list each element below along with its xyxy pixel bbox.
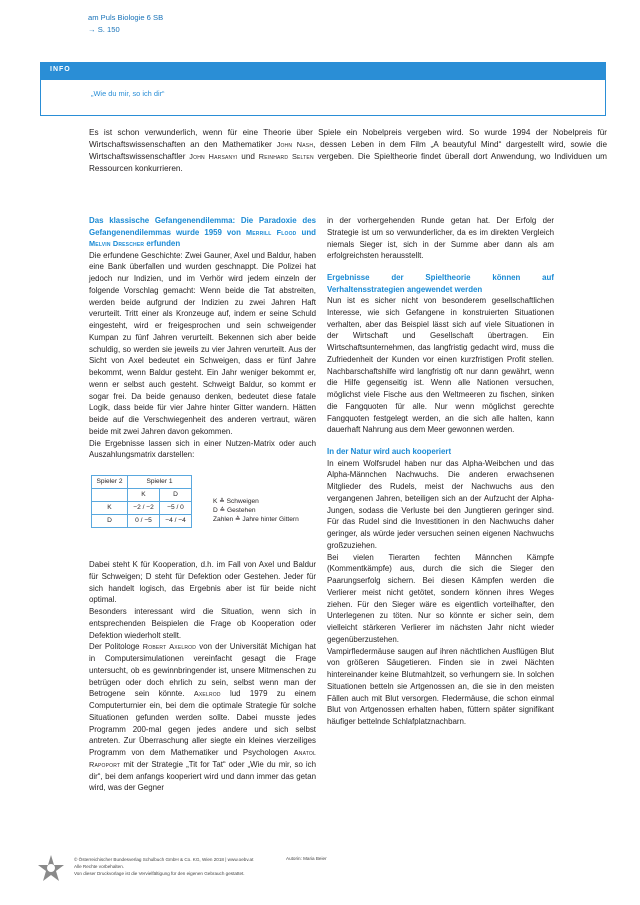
table-cell: K	[92, 502, 128, 515]
table-cell: −2 / −2	[128, 502, 160, 515]
heading-text-2: erfunden	[144, 239, 181, 248]
info-title: „Wie du mir, so ich dir“	[91, 89, 165, 98]
table-row	[92, 489, 192, 502]
table-row	[92, 515, 192, 528]
table-cell: Spieler 1	[128, 476, 192, 489]
cooperation-paragraph: Dabei steht K für Kooperation, d.h. im Fall von Axel und Baldur für Schweigen; D steht für Defektion oder Gestehen. Jeder für sich handelt logisch, das Ergebnis aber ist für beide nicht optimal.	[89, 560, 316, 605]
copyright-footer	[74, 856, 253, 877]
story-paragraph: Die erfundene Geschichte: Zwei Gauner, Axel und Baldur, haben eine Bank überfallen und wurden geschnappt. Die Polizei hat jedoch nur Indizien, und im Verhör wird jedem einzeln der folgende Vorschlag gemacht: Wenn beide die Tat abstreiten, werden beide aufgrund der Indizien zu zwei Jahren Haft verurteilt. Tritt einer als Kronzeuge auf, indem er seine Schuld eingesteht, wird er freigesprochen und sein schweigender Kumpan zu fünf Jahren verurteilt. Bekennen sich aber beide schuldig, so werden sie jeweils zu vier Jahren verurteilt. Aus der Sicht von Axel bedeutet ein Schweigen, dass er fünf Jahre bekommt, wenn Baldur gesteht. Ein Jahr weniger bekommt er, wenn er selbst auch gesteht. Schweigt Baldur, so kommt er sogar frei. Da beide genauso denken, bedeutet diese fatale Logik, dass beide für vier Jahre hinter Gitter wandern. Hätten beide auf die Verschwiegenheit des anderen vertraut, wären beide mit zwei Jahren davon gekommen.	[89, 250, 316, 436]
intro-text-2: , dessen Leben in dem Film „A beautyful Mind“ dargestellt wird, sowie die Wirtschaftswissenschaftler	[89, 139, 607, 161]
table-cell: K	[128, 489, 160, 502]
axelrod-paragraph	[89, 641, 316, 794]
table-row	[92, 476, 192, 489]
heading-prisoners-dilemma	[89, 215, 316, 250]
table-cell: D	[160, 489, 192, 502]
intro-paragraph	[89, 127, 607, 175]
legend-item: Zahlen ≙ Jahre hinter Gittern	[213, 516, 299, 524]
heading-nature-cooperation: In der Natur wird auch kooperiert	[327, 447, 452, 456]
table-cell: Spieler 2	[92, 476, 128, 489]
continuation-paragraph: in der vorhergehenden Runde getan hat. Der Erfolg der Strategie ist um so verwunderlicher, da es im direkten Vergleich niemals Sieger ist, sich in der Summe aber dann als am erfolgreichsten herausstellt.	[327, 216, 554, 261]
axelrod-text-3: lud 1979 zu einem Computerturnier ein, bei dem die optimale Strategie für solche Situationen gefunden werden sollte. Dabei musste jedes Programm 200-mal gegen jedes andere und sich selbst antreten. Zur Überraschung aller siegte ein kleines vierzeiliges Programm von dem Mathematiker und Psychologen	[89, 689, 316, 757]
name-merrill-flood: Merrill Flood	[245, 227, 297, 237]
right-column	[327, 215, 554, 728]
table-cell: D	[92, 515, 128, 528]
repetition-paragraph: Besonders interessant wird die Situation, wenn sich in entsprechenden Beispielen die Frage ob Kooperation oder Defektion wiederholt stellt.	[89, 607, 316, 640]
table-cell: −4 / −4	[160, 515, 192, 528]
name-john-harsanyi: John Harsanyi	[189, 151, 238, 161]
table-row	[92, 502, 192, 515]
legend-item: K ≙ Schweigen	[213, 498, 259, 505]
table-cell: −5 / 0	[160, 502, 192, 515]
heading-behavior-strategies: Ergebnisse der Spieltheorie können auf Verhaltensstrategien angewendet werden	[327, 273, 554, 294]
vampire-bat-paragraph: Vampirfledermäuse saugen auf ihren nächtlichen Ausflügen Blut von größeren Säugetieren. Finden sie in zwei Nächten hintereinander keine Blutmahlzeit, so verhungern sie. In solchen Situationen betteln sie Artgenossen an, die sie in den meisten Fällen auch mit Blut versorgen. Fledermäuse, die schon einmal Blut von Artgenossen erhalten haben, füttern später signifikant häufiger bettelnde Schlafplatznachbarn.	[327, 646, 554, 726]
reproduction-line: Von dieser Druckvorlage ist die Vervielfältigung für den eigenen Gebrauch gestattet.	[74, 871, 245, 876]
info-bar	[41, 63, 605, 80]
intro-text-3: vergeben. Die Spieltheorie findet überall dort Anwendung, wo Individuen um Ressourcen konkurrieren.	[89, 151, 607, 173]
table-cell: 0 / −5	[128, 515, 160, 528]
name-robert-axelrod: Robert Axelrod	[142, 642, 197, 652]
name-reinhard-selten: Reinhard Selten	[258, 151, 314, 161]
left-column	[89, 215, 316, 794]
name-axelrod: Axelrod	[193, 689, 221, 699]
ritual-fight-paragraph: Bei vielen Tierarten fechten Männchen Kämpfe (Kommentkämpfe) aus, durch die sich die Sieger den Paarungserfolg sichern. Bei diesen Kämpfen werden die Verlierer meist nicht getötet, sondern können ihres Weges ziehen. Für den Sieger wäre es eigentlich vorteilhafter, den Unterlegenen zu töten. Nur so könnte er sicher sein, dem vielleicht stärkeren Verlierer im nächsten Jahr nicht wieder gegenüberzustehen.	[327, 552, 554, 644]
info-label: INFO	[50, 66, 71, 73]
book-title: am Puls Biologie 6 SB	[88, 13, 164, 22]
payoff-table	[91, 475, 192, 528]
heading-text-1: Das klassische Gefangenendilemma: Die Paradoxie des Gefangenendilemmas wurde 1959 von	[89, 216, 316, 237]
matrix-intro-paragraph: Die Ergebnisse lassen sich in einer Nutzen-Matrix oder auch Auszahlungsmatrix darstellen:	[89, 438, 316, 460]
page-header	[88, 12, 163, 36]
author-credit: Autorin: Maria Beier	[286, 856, 327, 861]
axelrod-text-4: mit der Strategie „Tit for Tat“ oder „Wie du mir, so ich dir“, bei dem anfangs kooperiert wird und dann immer das getan wird, was der Gegner	[89, 759, 316, 793]
name-john-nash: John Nash	[276, 139, 314, 149]
economy-paragraph: Nun ist es sicher nicht von besonderem gesellschaftlichen Interesse, wie sich Gefangene in konstruierten Situationen verhalten, aber das Beispiel lässt sich auf viele Situationen in der Wirtschaft und Gesellschaft übertragen. Ein Wirtschaftsunternehmen, das langfristig gedacht wird, muss die Zufriedenheit der Kunden vor einen kurzfristigen Profit stellen. Nachbarschaftshilfe wird langfristig oft nur dann gewährt, wenn die Hilfe gegenseitig ist. Wenn alle Nationen versuchen, möglichst viele Fische aus den Weltmeeren zu fischen, sinken die Fangquoten für alle. Nur wenn möglichst gerechte Fangquoten festgelegt werden, an die sich alle halten, kann dauerhaft Nahrung aus dem Meer gewonnen werden.	[327, 296, 554, 435]
page-reference-text: S. 150	[97, 25, 120, 34]
page-reference: → S. 150	[88, 25, 120, 34]
rights-line: Alle Rechte vorbehalten.	[74, 864, 125, 869]
info-box	[40, 62, 606, 116]
name-anatol-rapoport: Anatol Rapoport	[89, 748, 316, 769]
wolf-paragraph: In einem Wolfsrudel haben nur das Alpha-Weibchen und das Alpha-Männchen Nachwuchs. Die anderen erwachsenen Mitglieder des Rudels, meist der Nachwuchs aus den vergangenen Jahren, beteiligen sich an der Aufzucht der Alpha-Jungen, sodass die Verluste bei den Jungtieren geringer sind. Für das Rudel sind die Investitionen in den Nachwuchs daher geringer, als würde jeder versuchen seinen eigenen Nachwuchs großzuziehen.	[327, 458, 554, 550]
axelrod-text-1: Der Politologe	[89, 642, 143, 652]
intro-text-1: Es ist schon verwunderlich, wenn für eine Theorie über Spiele ein Nobelpreis vergeben wird. So wurde 1994 der Nobelpreis für Wirtschaftswissenschaften an den Mathematiker	[89, 128, 607, 149]
name-melvin-drescher: Melvin Drescher	[89, 239, 145, 248]
intro-and: und	[237, 151, 259, 161]
legend-item: D ≙ Gestehen	[213, 507, 256, 515]
table-cell	[92, 489, 128, 502]
publisher-logo-icon	[36, 853, 66, 883]
axelrod-text-2: von der Universität Michigan hat in Computersimulationen vereinfacht gesagt die Frage untersucht, ob es gewinnbringender ist, unsere Mitmenschen zu betrügen oder doch ehrlich zu sein, selbst wenn man der Betrogene sein könnte.	[89, 642, 316, 699]
matrix-legend	[213, 497, 299, 525]
heading-and: und	[296, 227, 316, 237]
payoff-matrix	[89, 475, 316, 555]
spacer	[327, 262, 554, 272]
spacer	[327, 436, 554, 446]
copyright-line: © Österreichischer Bundesverlag Schulbuch GmbH & Co. KG, Wien 2018 | www.oebv.at	[74, 857, 254, 862]
